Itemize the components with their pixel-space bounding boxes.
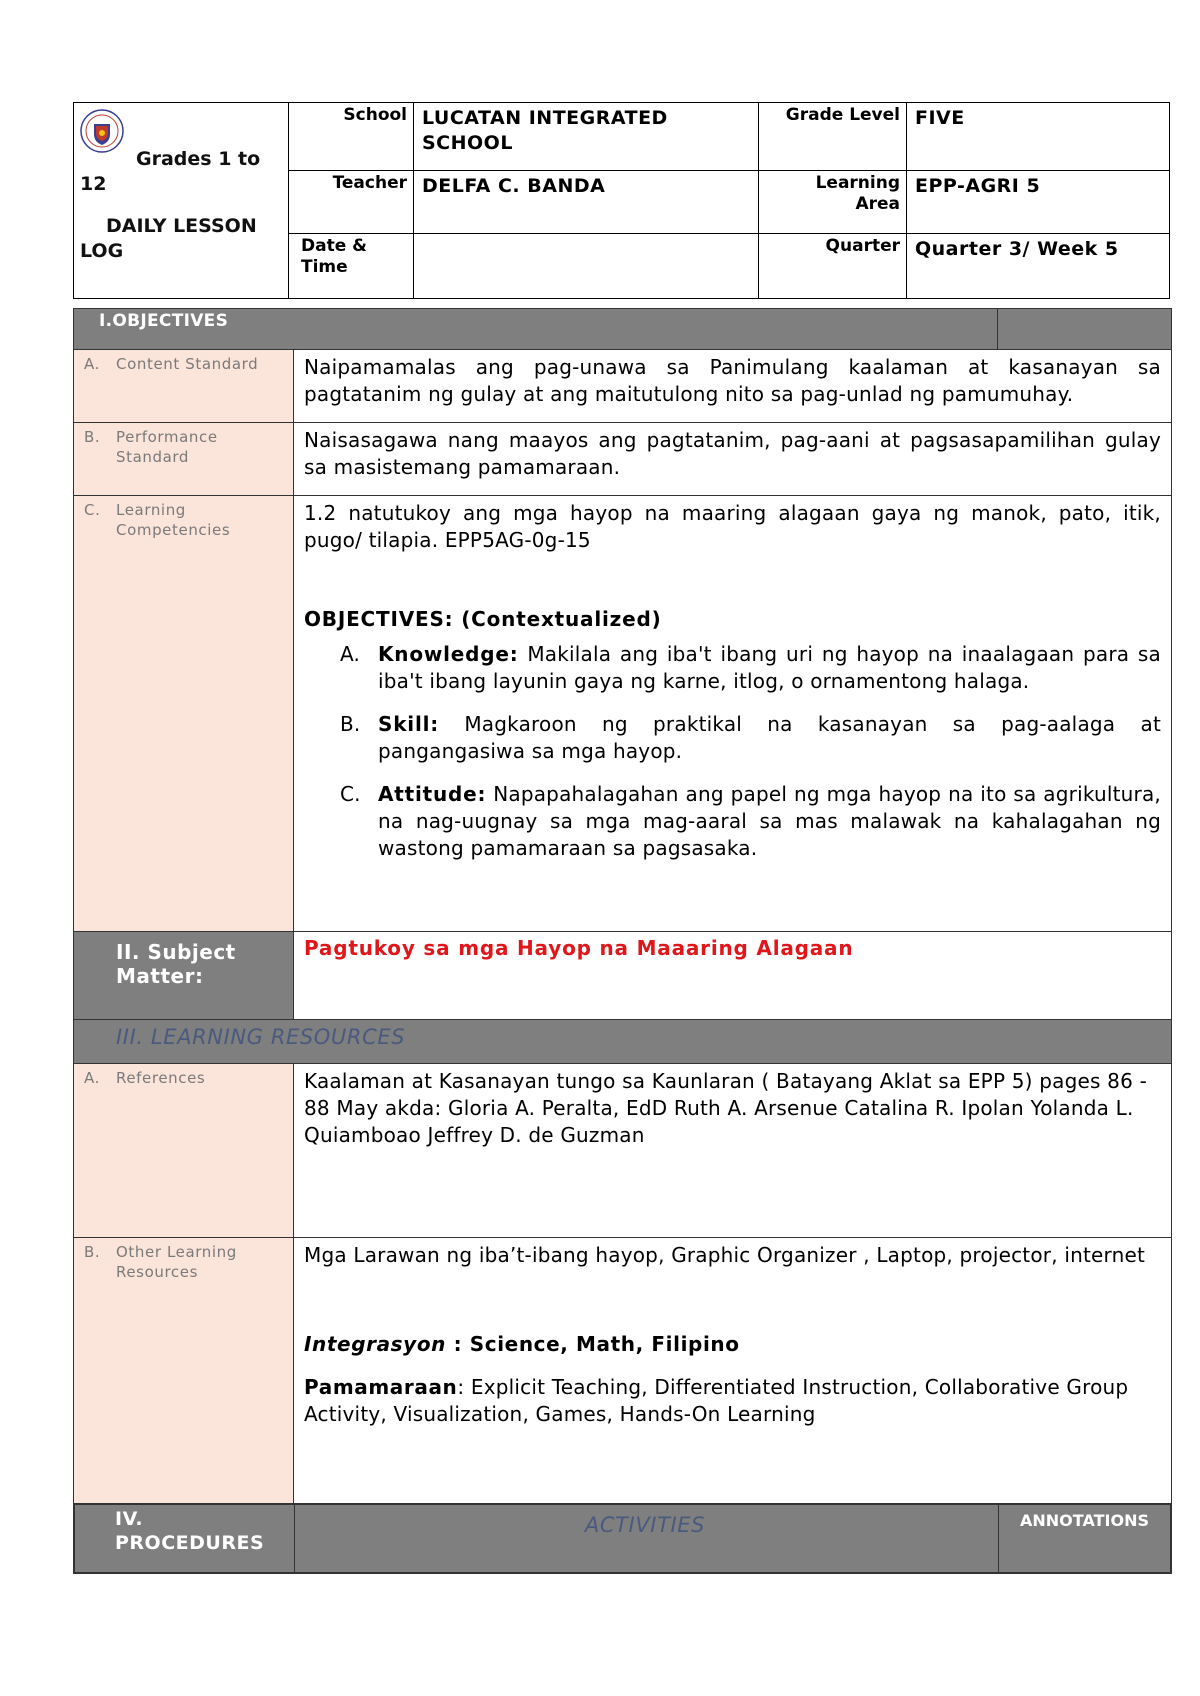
quarter-label: Quarter	[825, 236, 900, 256]
subject-matter-text: Pagtukoy sa mga Hayop na Maaaring Alagaan	[304, 936, 854, 960]
grade-level-value: FIVE	[915, 107, 965, 129]
activities-header: ACTIVITIES	[584, 1513, 706, 1537]
objective-item-knowledge: A. Knowledge: Makilala ang iba't ibang uri ng hayop na inaalagaan para sa iba't ibang layunin gaya ng karne, itlog, o ornamentong halaga.	[340, 642, 1161, 693]
performance-standard-text: Naisasagawa nang maayos ang pagtatanim, pag-aani at pagsasapamilihan gulay sa masistemang pamamaraan.	[304, 428, 1161, 479]
subject-matter-label: II. Subject Matter:	[116, 940, 236, 988]
objective-item-attitude: C. Attitude: Napapahalagahan ang papel ng mga hayop na ito sa agrikultura, na nag-uugnay sa mga mag-aaral sa mas malawak na kahalagahan ng wastong pamamaraan sa pagsasaka.	[340, 782, 1161, 860]
references-row	[73, 1063, 1172, 1238]
learning-competencies-content	[294, 496, 1171, 862]
date-time-label: Date & Time	[301, 236, 367, 277]
teacher-value: DELFA C. BANDA	[422, 175, 606, 197]
objectives-title: I.OBJECTIVES	[99, 311, 229, 331]
references-text: Kaalaman at Kasanayan tungo sa Kaunlaran ( Batayang Aklat sa EPP 5) pages 86 - 88 May akda: Gloria A. Peralta, EdD Ruth A. Arsenue Catalina R. Ipolan Yolanda L. Quiamboao Jeffrey D. de Guzman	[304, 1069, 1147, 1147]
competency-text: 1.2 natutukoy ang mga hayop na maaring alagaan gaya ng manok, pato, itik, pugo/ tilapia. EPP5AG-0g-15	[304, 501, 1161, 552]
school-value: LUCATAN INTEGRATED SCHOOL	[422, 107, 668, 154]
performance-standard-row	[73, 422, 1172, 496]
method-text: : Explicit Teaching, Differentiated Instruction, Collaborative Group Activity, Visualization, Games, Hands-On Learning	[304, 1375, 1129, 1426]
teacher-label: Teacher	[332, 173, 407, 193]
grade-level-label: Grade Level	[785, 105, 900, 125]
objectives-header-row	[73, 308, 1172, 350]
subject-matter-row	[73, 931, 1172, 1020]
performance-standard-label: B. Performance Standard	[84, 428, 218, 466]
references-label: A. References	[84, 1069, 206, 1087]
integration-line	[304, 1331, 1161, 1358]
content-standard-row	[73, 349, 1172, 423]
learning-competencies-row	[73, 495, 1172, 932]
objective-list	[304, 641, 1161, 862]
integration-label: Integrasyon	[304, 1332, 447, 1356]
contextualized-title: OBJECTIVES: (Contextualized)	[304, 607, 662, 631]
method-line	[304, 1374, 1161, 1428]
school-label: School	[343, 105, 407, 125]
title-line1: Grades 1 to	[136, 148, 261, 170]
resources-title: III. LEARNING RESOURCES	[116, 1025, 406, 1049]
title-line2: 12	[80, 173, 107, 195]
quarter-value: Quarter 3/ Week 5	[915, 238, 1119, 260]
other-resources-label: B. Other Learning Resources	[84, 1243, 237, 1281]
procedures-row	[73, 1503, 1172, 1574]
header-table	[73, 102, 1170, 299]
annotation-cell	[997, 309, 1171, 349]
content-standard-label: A. Content Standard	[84, 355, 259, 373]
title-line3: DAILY LESSON	[106, 215, 257, 237]
content-standard-text: Naipamamalas ang pag-unawa sa Panimulang kaalaman at kasanayan sa pagtatanim ng gulay at ang maitutulong nito sa pag-unlad ng pamumuhay.	[304, 355, 1161, 406]
other-resources-content	[294, 1238, 1171, 1428]
method-label: Pamamaraan	[304, 1375, 458, 1399]
date-time-value	[414, 234, 758, 298]
objective-item-skill: B. Skill: Magkaroon ng praktikal na kasanayan sa pag-aalaga at pangangasiwa sa mga hayop.	[340, 712, 1161, 763]
learning-competencies-label: C. Learning Competencies	[84, 501, 231, 539]
annotations-header: ANNOTATIONS	[1020, 1511, 1149, 1530]
other-resources-text: Mga Larawan ng iba’t-ibang hayop, Graphic Organizer , Laptop, projector, internet	[304, 1243, 1145, 1267]
other-resources-row	[73, 1237, 1172, 1504]
dll-title	[80, 147, 280, 264]
learning-area-label: Learning Area	[815, 173, 900, 214]
learning-area-value: EPP-AGRI 5	[915, 175, 1041, 197]
procedures-label: IV. PROCEDURES	[115, 1508, 265, 1554]
resources-header-row	[73, 1019, 1172, 1064]
integration-text: : Science, Math, Filipino	[446, 1332, 740, 1356]
title-line4: LOG	[80, 240, 124, 262]
